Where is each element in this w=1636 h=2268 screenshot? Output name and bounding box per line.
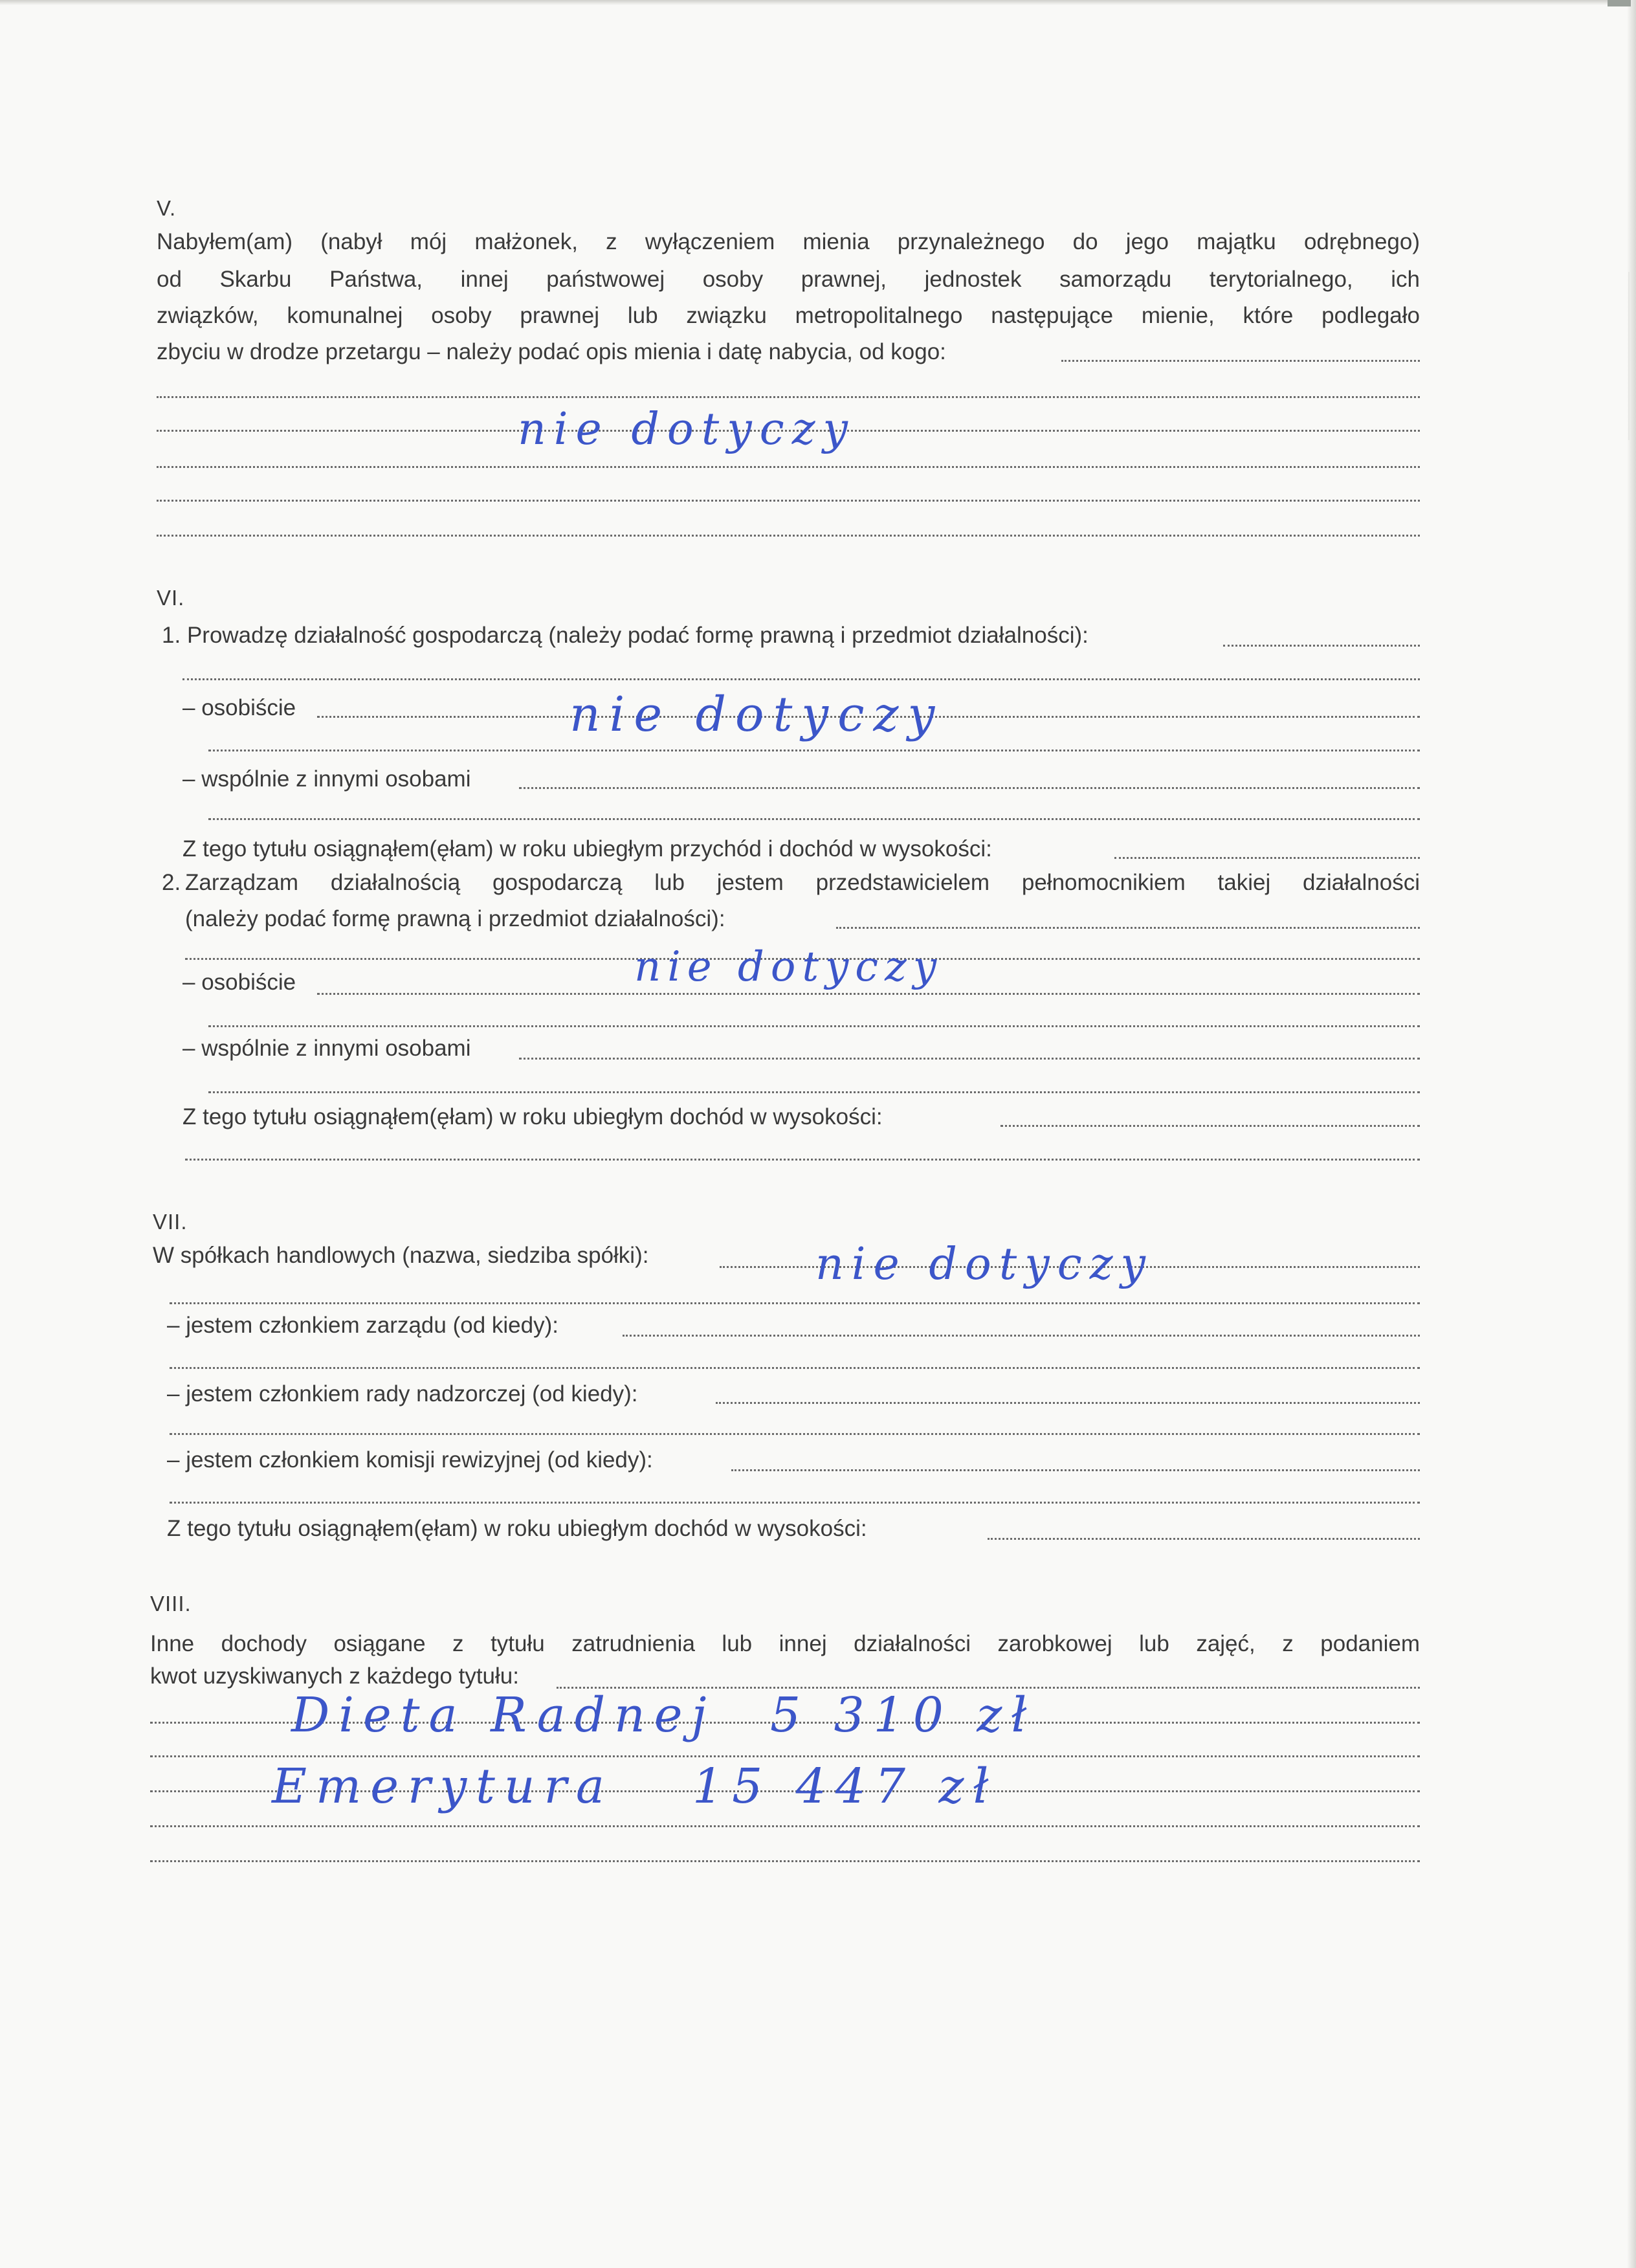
fill-line <box>1000 1125 1420 1127</box>
section-vi-1-income: Z tego tytułu osiągnąłem(ęłam) w roku ubiegłym przychód i dochód w wysokości: <box>182 836 992 862</box>
section-v-heading: V. <box>157 196 177 220</box>
fill-line <box>1061 360 1420 362</box>
fill-line <box>519 1058 1420 1060</box>
fill-line <box>185 1159 1420 1161</box>
section-vi-item-2-number: 2. <box>162 870 181 895</box>
section-vi-1-handwritten-answer: nie dotyczy <box>569 687 944 742</box>
section-viii-line-2: kwot uzyskiwanych z każdego tytułu: <box>150 1663 519 1689</box>
section-v-line-1: Nabyłem(am) (nabył mój małżonek, z wyłączeniem mienia przynależnego do jego majątku odrębnego) <box>157 229 1420 254</box>
fill-line <box>182 678 1420 680</box>
section-v-handwritten-answer: nie dotyczy <box>518 404 856 455</box>
section-vii-audit: – jestem członkiem komisji rewizyjnej (od kiedy): <box>167 1447 653 1473</box>
income-entry-2-amount: 15 447 zł <box>692 1759 998 1814</box>
section-vi-2-handwritten-answer: nie dotyczy <box>634 943 943 991</box>
fill-line <box>623 1335 1420 1337</box>
section-vi-2-jointly: – wspólnie z innymi osobami <box>182 1036 471 1061</box>
section-vii-heading: VII. <box>153 1210 188 1234</box>
section-vii-handwritten-answer: nie dotyczy <box>815 1239 1153 1290</box>
income-entry-1-amount: 5 310 zł <box>770 1687 1036 1743</box>
fill-line <box>716 1402 1420 1404</box>
section-viii-heading: VIII. <box>150 1592 192 1616</box>
item-text: Prowadzę działalność gospodarczą (należy podać formę prawną i przedmiot działalności): <box>186 623 1089 648</box>
section-vi-1-jointly: – wspólnie z innymi osobami <box>182 766 471 792</box>
fill-line <box>170 1367 1420 1369</box>
fill-line <box>150 1755 1420 1757</box>
fill-line <box>157 535 1420 537</box>
fill-line <box>1114 857 1420 859</box>
fill-line <box>170 1302 1420 1304</box>
fill-line <box>208 818 1420 820</box>
section-vii-supervisory: – jestem członkiem rady nadzorczej (od kiedy): <box>167 1381 638 1406</box>
fill-line <box>157 466 1420 468</box>
fill-line <box>1223 645 1420 647</box>
section-vi-2-income: Z tego tytułu osiągnąłem(ęłam) w roku ubiegłym dochód w wysokości: <box>182 1104 883 1129</box>
fill-line <box>208 1025 1420 1027</box>
section-v-line-2: od Skarbu Państwa, innej państwowej osoby prawnej, jednostek samorządu terytorialnego, ich <box>157 267 1420 292</box>
section-viii-line-1: Inne dochody osiągane z tytułu zatrudnienia lub innej działalności zarobkowej lub zajęć, z podaniem <box>150 1631 1420 1656</box>
section-vii-income: Z tego tytułu osiągnąłem(ęłam) w roku ubiegłym dochód w wysokości: <box>167 1516 867 1541</box>
fill-line <box>157 500 1420 502</box>
fill-line <box>208 1091 1420 1093</box>
fill-line <box>170 1433 1420 1435</box>
income-entry-1-label: Dieta Radnej <box>291 1687 716 1743</box>
section-vi-2-personal: – osobiście <box>182 970 296 995</box>
section-vi-1-personal: – osobiście <box>182 695 296 720</box>
fill-line <box>988 1538 1420 1540</box>
fill-line <box>519 787 1420 789</box>
section-v-line-3: związków, komunalnej osoby prawnej lub związku metropolitalnego następujące mienie, które podlegało <box>157 303 1420 328</box>
section-vii-board: – jestem członkiem zarządu (od kiedy): <box>167 1313 558 1338</box>
fill-line <box>150 1825 1420 1827</box>
section-vi-item-2-line-1: Zarządzam działalnością gospodarczą lub jestem przedstawicielem pełnomocnikiem takiej działalności <box>185 870 1420 895</box>
fill-line <box>836 927 1420 929</box>
fill-line <box>170 1502 1420 1504</box>
income-entry-2-label: Emerytura <box>272 1759 614 1814</box>
fill-line <box>208 750 1420 751</box>
section-vi-item-1 <box>162 620 1089 651</box>
item-number: 1. <box>162 623 181 648</box>
section-vi-heading: VI. <box>157 586 185 610</box>
fill-line <box>150 1860 1420 1862</box>
section-vi-item-2-line-2: (należy podać formę prawną i przedmiot działalności): <box>185 906 725 931</box>
section-v-line-4: zbyciu w drodze przetargu – należy podać opis mienia i datę nabycia, od kogo: <box>157 339 946 364</box>
section-vii-intro: W spółkach handlowych (nazwa, siedziba spółki): <box>153 1243 649 1268</box>
fill-line <box>157 396 1420 398</box>
fill-line <box>731 1469 1420 1471</box>
fill-line <box>317 993 1420 995</box>
